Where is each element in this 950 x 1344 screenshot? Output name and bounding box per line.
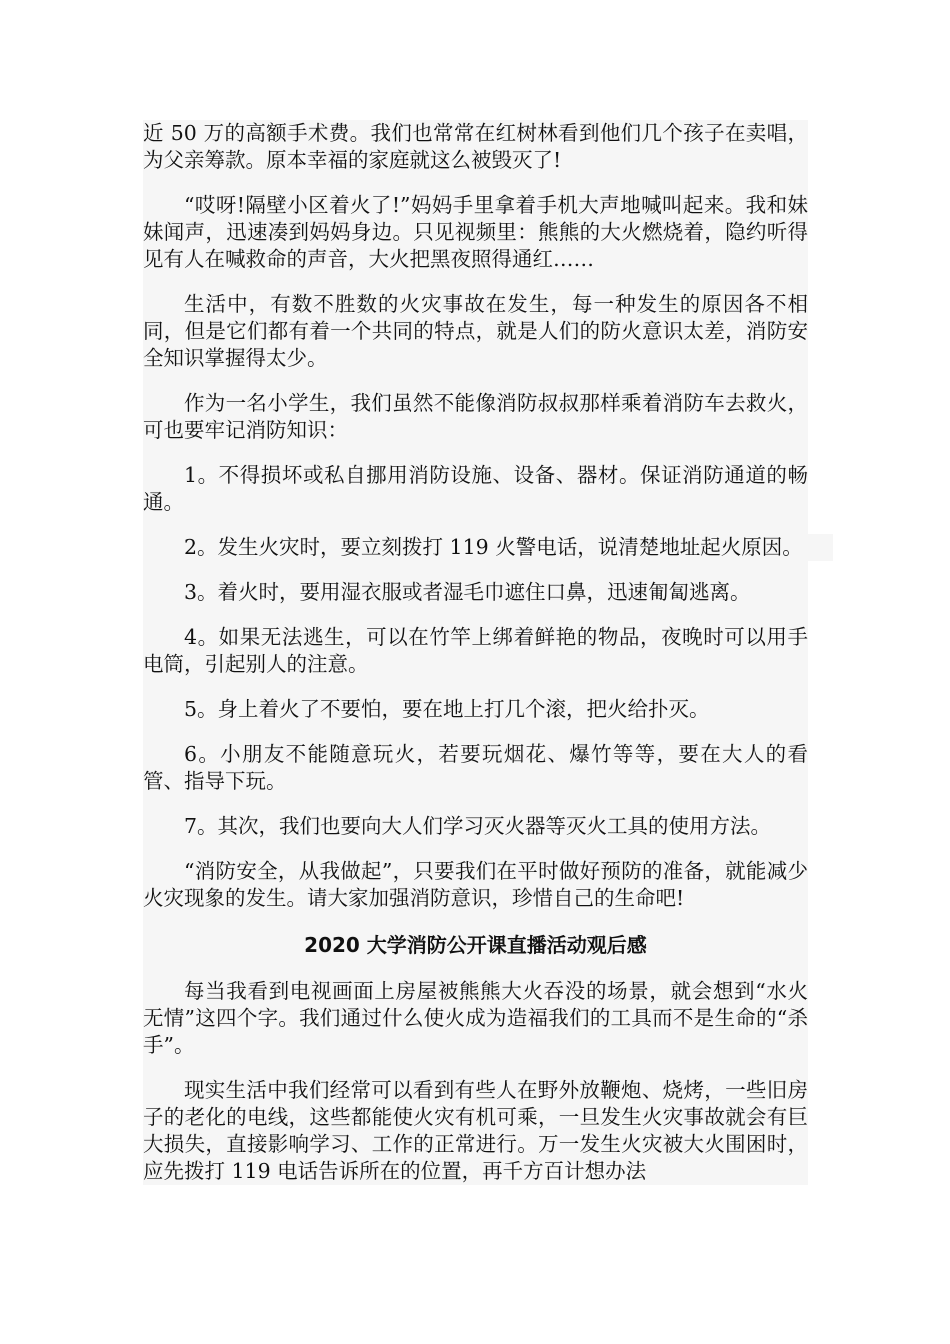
list-item-1: 1。不得损坏或私自挪用消防设施、设备、器材。保证消防通道的畅通。 <box>143 463 808 514</box>
paragraph-gap <box>143 1059 808 1077</box>
paragraph-real-life: 现实生活中我们经常可以看到有些人在野外放鞭炮、烧烤，一些旧房子的老化的电线，这些都能使火灾有机可乘，一旦发生火灾事故就会有巨大损失，直接影响学习、工作的正常进行。万一发生火灾被大火围困时，应先拨打 119 电话告诉所在的位置，再千方百计想办法 <box>143 1078 808 1183</box>
list-item-7: 7。其次，我们也要向大人们学习灭火器等灭火工具的使用方法。 <box>143 813 808 840</box>
paragraph-gap <box>143 174 808 192</box>
section-heading: 2020 大学消防公开课直播活动观后感 <box>143 930 808 960</box>
list-item-2: 2。发生火灾时，要立刻拨打 119 火警电话，说清楚地址起火原因。 <box>143 534 833 561</box>
paragraph-gap <box>143 912 808 930</box>
paragraph-gap <box>143 723 808 741</box>
paragraph-gap <box>143 516 808 534</box>
paragraph-surgery-fee: 近 50 万的高额手术费。我们也常常在红树林看到他们几个孩子在卖唱，为父亲筹款。原本幸福的家庭就这么被毁灭了! <box>143 121 808 172</box>
list-item-4: 4。如果无法逃生，可以在竹竿上绑着鲜艳的物品，夜晚时可以用手电筒，引起别人的注意。 <box>143 625 808 676</box>
paragraph-conclusion: “消防安全，从我做起”，只要我们在平时做好预防的准备，就能减少火灾现象的发生。请大家加强消防意识，珍惜自己的生命吧! <box>143 859 808 910</box>
paragraph-fire-accidents: 生活中，有数不胜数的火灾事故在发生，每一种发生的原因各不相同，但是它们都有着一个共同的特点，就是人们的防火意识太差，消防安全知识掌握得太少。 <box>143 292 808 370</box>
paragraph-gap <box>143 273 808 291</box>
list-item-5: 5。身上着火了不要怕，要在地上打几个滚，把火给扑灭。 <box>143 696 808 723</box>
paragraph-gap <box>143 840 808 858</box>
paragraph-water-fire: 每当我看到电视画面上房屋被熊熊大火吞没的场景，就会想到“水火无情”这四个字。我们通过什么使火成为造福我们的工具而不是生命的“杀手”。 <box>143 979 808 1057</box>
paragraph-gap <box>143 678 808 696</box>
paragraph-gap <box>143 561 808 579</box>
list-item-3: 3。着火时，要用湿衣服或者湿毛巾遮住口鼻，迅速匍匐逃离。 <box>143 579 808 606</box>
paragraph-gap <box>143 960 808 978</box>
paragraph-gap <box>143 444 808 462</box>
paragraph-gap <box>143 372 808 390</box>
paragraph-gap <box>143 795 808 813</box>
list-item-6: 6。小朋友不能随意玩火，若要玩烟花、爆竹等等，要在大人的看管、指导下玩。 <box>143 742 808 793</box>
document-body <box>143 120 808 1185</box>
paragraph-gap <box>143 606 808 624</box>
paragraph-student-knowledge: 作为一名小学生，我们虽然不能像消防叔叔那样乘着消防车去救火，可也要牢记消防知识： <box>143 391 808 442</box>
paragraph-fire-alarm: “哎呀!隔壁小区着火了!”妈妈手里拿着手机大声地喊叫起来。我和妹妹闻声，迅速凑到妈妈身边。只见视频里：熊熊的大火燃烧着，隐约听得见有人在喊救命的声音，大火把黑夜照得通红…… <box>143 193 808 271</box>
